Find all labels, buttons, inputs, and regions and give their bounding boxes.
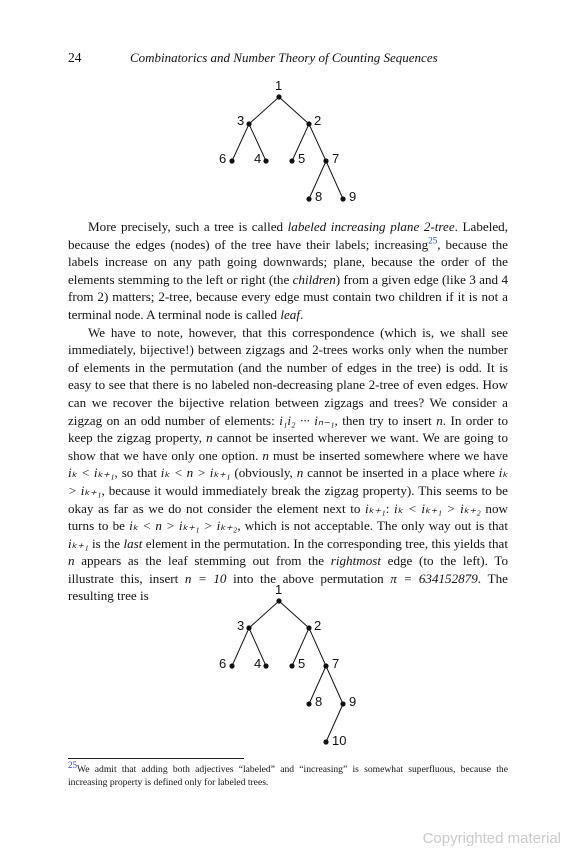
text-run: , so that (114, 465, 161, 481)
tree2-node (289, 663, 294, 668)
footnote-marker: 25 (68, 759, 77, 770)
text-run: cannot be inserted in a place where (303, 465, 499, 481)
tree2-node (246, 625, 251, 630)
running-title: Combinatorics and Number Theory of Counting Sequences (130, 50, 438, 65)
text-run: . The resulting tree is (68, 570, 508, 604)
text-run: . Labeled, because the edges (nodes) of the tree have their labels; increasing (68, 219, 508, 252)
text-run: cannot be inserted wherever we want. We are going to show that we have only one option. (68, 430, 508, 463)
tree2-label: 6 (219, 656, 227, 671)
text-run: now turns to be (68, 500, 508, 534)
watermark: Copyrighted material (422, 830, 561, 847)
text-run: element in the permutation. In the corresponding tree, this yields that (142, 535, 508, 551)
text-run: into the above permutation (226, 570, 391, 586)
emphasis: children (292, 271, 336, 287)
tree2-node (229, 663, 234, 668)
text-run: , which is not acceptable. The only way out is that (237, 518, 508, 534)
footnote (68, 759, 508, 789)
text-run: , because it would immediately break the zigzag property). This seems to be okay as far as we do not consider the element next to (68, 482, 508, 516)
tree2-label: 10 (332, 733, 347, 748)
tree2-node (306, 701, 311, 706)
tree2-label: 4 (254, 656, 262, 671)
text-run: is the (88, 535, 124, 551)
tree1-label: 8 (315, 189, 323, 204)
math: iₖ < iₖ₊₁ (68, 465, 115, 481)
tree2-label: 3 (237, 618, 245, 633)
math: n = 10 (184, 570, 227, 586)
tree2-node (263, 663, 268, 668)
tree2-node (340, 701, 345, 706)
tree2-edge (232, 628, 249, 666)
tree2-label: 9 (349, 694, 357, 709)
text-run: , then try to insert (334, 412, 437, 428)
tree2-node (306, 625, 311, 630)
math: π = 634152879 (390, 570, 478, 586)
page-number: 24 (68, 50, 82, 65)
text-run: must be inserted somewhere where we have (268, 447, 508, 463)
tree2-label: 5 (298, 656, 306, 671)
math: n (436, 412, 443, 428)
tree1-label: 7 (332, 151, 340, 166)
tree2-edge (309, 628, 326, 666)
tree2-label: 1 (275, 582, 283, 597)
tree2-node (276, 598, 281, 603)
text-run: , because the labels increase on any path going downwards; plane, because the order of the elements stemming to the left or right (the (68, 236, 508, 287)
tree2-edge (326, 666, 343, 704)
footnote-divider (68, 758, 244, 759)
text-run: . (300, 306, 304, 322)
math: iₖ₊₁ (68, 535, 89, 551)
math: i₁i₂ ··· iₙ₋₁ (279, 412, 335, 428)
tree2-label: 8 (315, 694, 323, 709)
math: iₖ > iₖ₊₁ (68, 465, 509, 498)
text-run: appears as the leaf stemming out from the (74, 553, 331, 569)
math: n (68, 553, 75, 569)
tree1-label: 3 (237, 113, 245, 128)
math: n (262, 447, 269, 463)
tree2-edge (279, 601, 309, 628)
tree1-label: 1 (275, 78, 283, 93)
text-run: . In order to keep the zigzag property, (68, 412, 508, 446)
text-run: edge (to the left). To illustrate this, insert (68, 553, 508, 586)
text-run: : (385, 500, 395, 516)
text-run: More precisely, such a tree is called (88, 219, 288, 234)
tree1-label: 9 (349, 189, 357, 204)
emphasis: leaf (280, 306, 300, 322)
math: n (206, 430, 213, 446)
tree1-label: 4 (254, 151, 262, 166)
tree2-node (323, 739, 328, 744)
emphasis: rightmost (330, 553, 381, 569)
tree1-label: 5 (298, 151, 306, 166)
math: n (296, 465, 304, 481)
tree2-edge (249, 601, 279, 628)
emphasis: labeled increasing plane 2-tree (287, 219, 455, 234)
text-run: (obviously, (230, 465, 297, 481)
text-run: We have to note, however, that this correspondence (which is, we shall see immediately, bijective!) between zigzags and 2-trees works only when the number of elements in the permutation (and the number of edges in the tree) is odd. It is easy to see that there is no labeled non-decreasing plane 2-tree of even edges. How can we recover the bijective relation between zigzags and trees? We consider a zigzag on an odd number of elements: (68, 324, 508, 428)
math: iₖ < n > iₖ₊₁ > iₖ₊₂ (129, 518, 238, 534)
emphasis: last (123, 535, 143, 551)
tree1-label: 2 (314, 113, 322, 128)
tree2-label: 7 (332, 656, 340, 671)
text-run: ) from a given edge (like 3 and 4 from 2) matters; 2-tree, because every edge must contain two children if it is not a terminal node. A terminal node is called (68, 271, 508, 322)
math: iₖ₊₁ (365, 500, 386, 516)
tree2-node (323, 663, 328, 668)
tree1-label: 6 (219, 151, 227, 166)
footnote-link[interactable]: 25 (428, 235, 438, 246)
math: iₖ < n > iₖ₊₁ (160, 465, 231, 481)
footnote-text: We admit that adding both adjectives “labeled” and “increasing” is somewhat superfluous, because the increasing property is defined only for labeled trees. (68, 764, 508, 788)
tree2-label: 2 (314, 618, 322, 633)
math: iₖ < iₖ₊₁ > iₖ₊₂ (394, 500, 481, 516)
